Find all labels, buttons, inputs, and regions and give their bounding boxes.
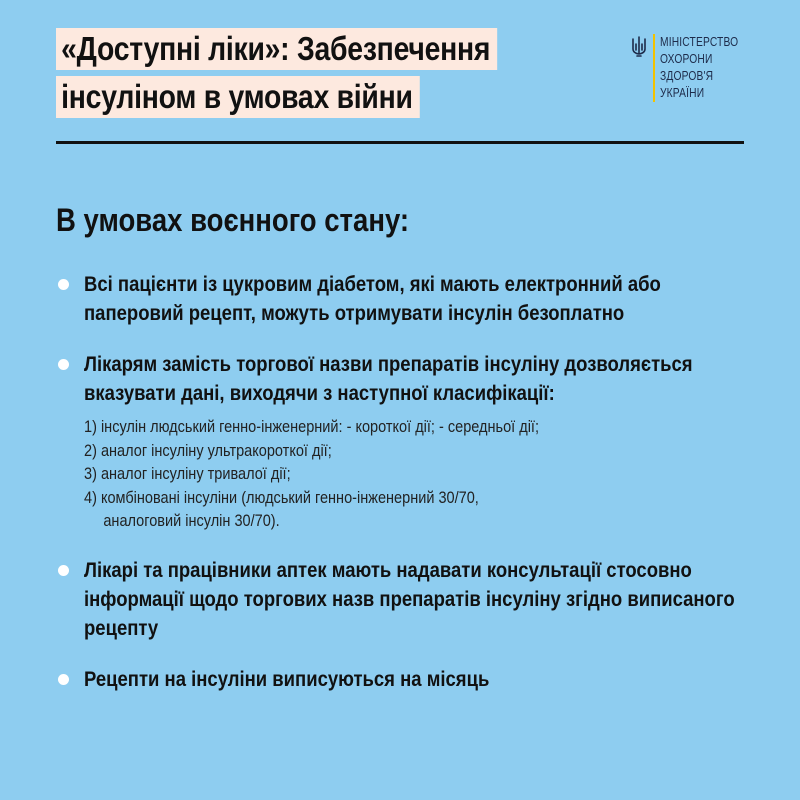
section-heading: В умовах воєнного стану:	[56, 202, 410, 238]
title-line-2: інсуліном в умовах війни	[56, 76, 420, 118]
list-item	[56, 556, 756, 643]
header-divider	[56, 141, 744, 144]
page-title	[56, 28, 569, 124]
bullet-list	[56, 270, 756, 716]
logo-accent-bar	[653, 34, 655, 102]
classification-item: 3) аналог інсуліну тривалої дії;	[84, 465, 291, 483]
bullet-dot-icon	[58, 674, 69, 685]
list-item	[56, 270, 756, 328]
trident-icon	[630, 36, 648, 58]
classification-item: аналоговий інсулін 30/70).	[103, 512, 280, 530]
list-item	[56, 665, 756, 694]
list-item	[56, 350, 756, 534]
ministry-name-line: УКРАЇНИ	[660, 86, 705, 100]
bullet-dot-icon	[58, 565, 69, 576]
bullet-text: Лікарям замість торгової назви препаратів інсуліну дозволяється вказувати дані, виходячи з наступної класифікації:	[84, 352, 693, 405]
bullet-text: Рецепти на інсуліни виписуються на місяць	[84, 666, 490, 691]
bullet-text: Лікарі та працівники аптек мають надавати консультації стосовно інформації щодо торгових назв препаратів інсуліну згідно виписаного рецепту	[84, 557, 735, 640]
ministry-logo	[630, 34, 755, 102]
ministry-name-line: МІНІСТЕРСТВО	[660, 35, 739, 49]
ministry-name	[660, 34, 738, 102]
bullet-dot-icon	[58, 279, 69, 290]
title-line-1: «Доступні ліки»: Забезпечення	[56, 28, 497, 70]
ministry-name-line: ОХОРОНИ	[660, 52, 713, 66]
ministry-name-line: ЗДОРОВ'Я	[660, 69, 714, 83]
classification-item: 1) інсулін людський генно-інженерний: - короткої дії; - середньої дії;	[84, 418, 540, 436]
bullet-text: Всі пацієнти із цукровим діабетом, які мають електронний або паперовий рецепт, можуть отримувати інсулін безоплатно	[84, 272, 661, 325]
classification-list	[84, 416, 700, 534]
classification-item: 4) комбіновані інсуліни (людський генно-інженерний 30/70,	[84, 488, 479, 507]
bullet-dot-icon	[58, 359, 69, 370]
classification-item: 2) аналог інсуліну ультракороткої дії;	[84, 441, 332, 460]
